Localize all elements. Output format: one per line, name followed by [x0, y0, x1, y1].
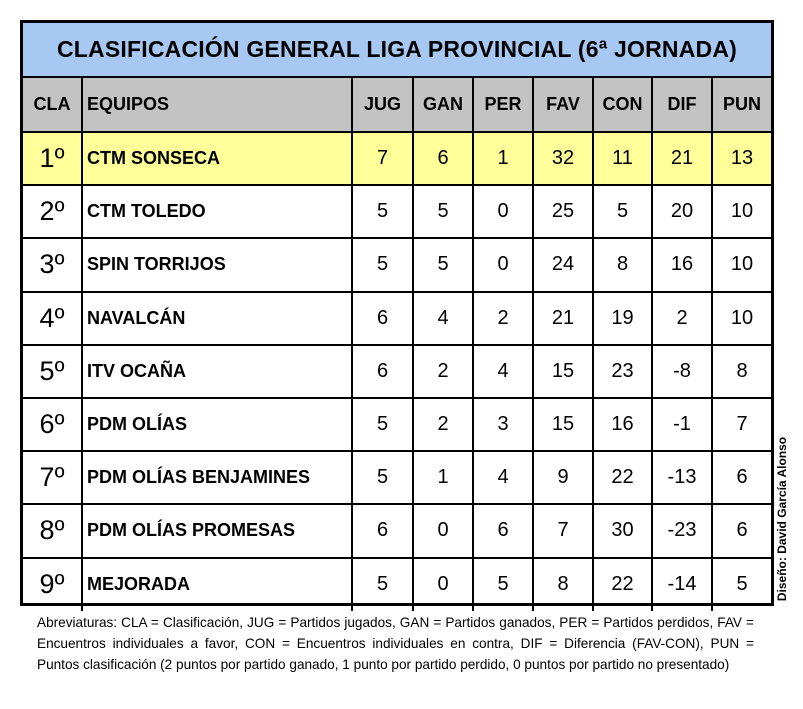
- table-row: [23, 504, 771, 557]
- cell-pun: 5: [712, 558, 771, 611]
- cell-dif: -23: [652, 504, 712, 557]
- header-row: [23, 78, 771, 132]
- cell-fav: 25: [533, 185, 593, 238]
- cell-jug: 6: [352, 345, 413, 398]
- cell-per: 3: [473, 398, 533, 451]
- cell-con: 16: [593, 398, 652, 451]
- table-row: [23, 345, 771, 398]
- header-per: PER: [473, 78, 533, 132]
- standings-frame: [20, 20, 774, 606]
- table-row: [23, 185, 771, 238]
- cell-dif: -13: [652, 451, 712, 504]
- cell-fav: 32: [533, 132, 593, 185]
- header-fav: FAV: [533, 78, 593, 132]
- cell-pos: 3º: [23, 238, 82, 291]
- cell-pun: 6: [712, 451, 771, 504]
- cell-gan: 0: [413, 504, 473, 557]
- cell-team: CTM TOLEDO: [82, 185, 352, 238]
- header-gan: GAN: [413, 78, 473, 132]
- cell-per: 2: [473, 292, 533, 345]
- header-cla: CLA: [23, 78, 82, 132]
- cell-dif: 20: [652, 185, 712, 238]
- cell-gan: 2: [413, 345, 473, 398]
- cell-pun: 10: [712, 238, 771, 291]
- cell-pun: 8: [712, 345, 771, 398]
- cell-jug: 5: [352, 185, 413, 238]
- cell-team: PDM OLÍAS BENJAMINES: [82, 451, 352, 504]
- cell-dif: 21: [652, 132, 712, 185]
- cell-jug: 7: [352, 132, 413, 185]
- header-dif: DIF: [652, 78, 712, 132]
- cell-pos: 8º: [23, 504, 82, 557]
- cell-con: 22: [593, 451, 652, 504]
- header-team: EQUIPOS: [82, 78, 352, 132]
- cell-dif: -8: [652, 345, 712, 398]
- table-row: [23, 238, 771, 291]
- cell-pos: 9º: [23, 558, 82, 611]
- cell-team: PDM OLÍAS PROMESAS: [82, 504, 352, 557]
- header-pun: PUN: [712, 78, 771, 132]
- cell-dif: 16: [652, 238, 712, 291]
- header-con: CON: [593, 78, 652, 132]
- cell-team: MEJORADA: [82, 558, 352, 611]
- cell-dif: -1: [652, 398, 712, 451]
- cell-gan: 5: [413, 238, 473, 291]
- cell-per: 4: [473, 345, 533, 398]
- cell-per: 0: [473, 185, 533, 238]
- table-row: [23, 132, 771, 185]
- cell-pun: 10: [712, 185, 771, 238]
- cell-per: 5: [473, 558, 533, 611]
- cell-dif: 2: [652, 292, 712, 345]
- cell-per: 6: [473, 504, 533, 557]
- cell-fav: 15: [533, 345, 593, 398]
- cell-jug: 5: [352, 238, 413, 291]
- cell-pun: 10: [712, 292, 771, 345]
- cell-pos: 1º: [23, 132, 82, 185]
- designer-credit: [772, 434, 792, 604]
- cell-per: 1: [473, 132, 533, 185]
- cell-con: 19: [593, 292, 652, 345]
- cell-gan: 0: [413, 558, 473, 611]
- cell-gan: 6: [413, 132, 473, 185]
- table-row: [23, 558, 771, 611]
- cell-pos: 5º: [23, 345, 82, 398]
- designer-credit-text: Diseño: David García Alonso: [775, 436, 789, 602]
- cell-team: CTM SONSECA: [82, 132, 352, 185]
- cell-fav: 7: [533, 504, 593, 557]
- cell-dif: -14: [652, 558, 712, 611]
- table-row: [23, 398, 771, 451]
- table-row: [23, 451, 771, 504]
- cell-per: 0: [473, 238, 533, 291]
- cell-jug: 5: [352, 398, 413, 451]
- cell-jug: 6: [352, 504, 413, 557]
- table-row: [23, 292, 771, 345]
- cell-fav: 21: [533, 292, 593, 345]
- cell-gan: 1: [413, 451, 473, 504]
- standings-table: [23, 78, 771, 611]
- cell-per: 4: [473, 451, 533, 504]
- cell-pun: 13: [712, 132, 771, 185]
- cell-con: 22: [593, 558, 652, 611]
- cell-pos: 6º: [23, 398, 82, 451]
- cell-jug: 5: [352, 451, 413, 504]
- cell-team: PDM OLÍAS: [82, 398, 352, 451]
- cell-pos: 2º: [23, 185, 82, 238]
- cell-gan: 2: [413, 398, 473, 451]
- cell-gan: 5: [413, 185, 473, 238]
- cell-con: 11: [593, 132, 652, 185]
- cell-fav: 15: [533, 398, 593, 451]
- cell-pos: 7º: [23, 451, 82, 504]
- standings-title: CLASIFICACIÓN GENERAL LIGA PROVINCIAL (6ª JORNADA): [23, 23, 771, 78]
- cell-fav: 9: [533, 451, 593, 504]
- cell-pun: 6: [712, 504, 771, 557]
- cell-fav: 8: [533, 558, 593, 611]
- cell-team: ITV OCAÑA: [82, 345, 352, 398]
- cell-fav: 24: [533, 238, 593, 291]
- cell-jug: 6: [352, 292, 413, 345]
- cell-team: NAVALCÁN: [82, 292, 352, 345]
- cell-con: 23: [593, 345, 652, 398]
- abbreviations-note: Abreviaturas: CLA = Clasificación, JUG = Partidos jugados, GAN = Partidos ganados, PER = Partidos perdidos, FAV = Encuentros individuales a favor, CON = Encuentros individuales en contra, DIF = Diferencia (FAV-CON), PUN = Puntos clasificación (2 puntos por partido ganado, 1 punto por partido perdido, 0 puntos por partido no presentado): [37, 615, 754, 672]
- cell-pos: 4º: [23, 292, 82, 345]
- cell-pun: 7: [712, 398, 771, 451]
- cell-team: SPIN TORRIJOS: [82, 238, 352, 291]
- cell-con: 5: [593, 185, 652, 238]
- cell-con: 30: [593, 504, 652, 557]
- cell-jug: 5: [352, 558, 413, 611]
- cell-con: 8: [593, 238, 652, 291]
- cell-gan: 4: [413, 292, 473, 345]
- header-jug: JUG: [352, 78, 413, 132]
